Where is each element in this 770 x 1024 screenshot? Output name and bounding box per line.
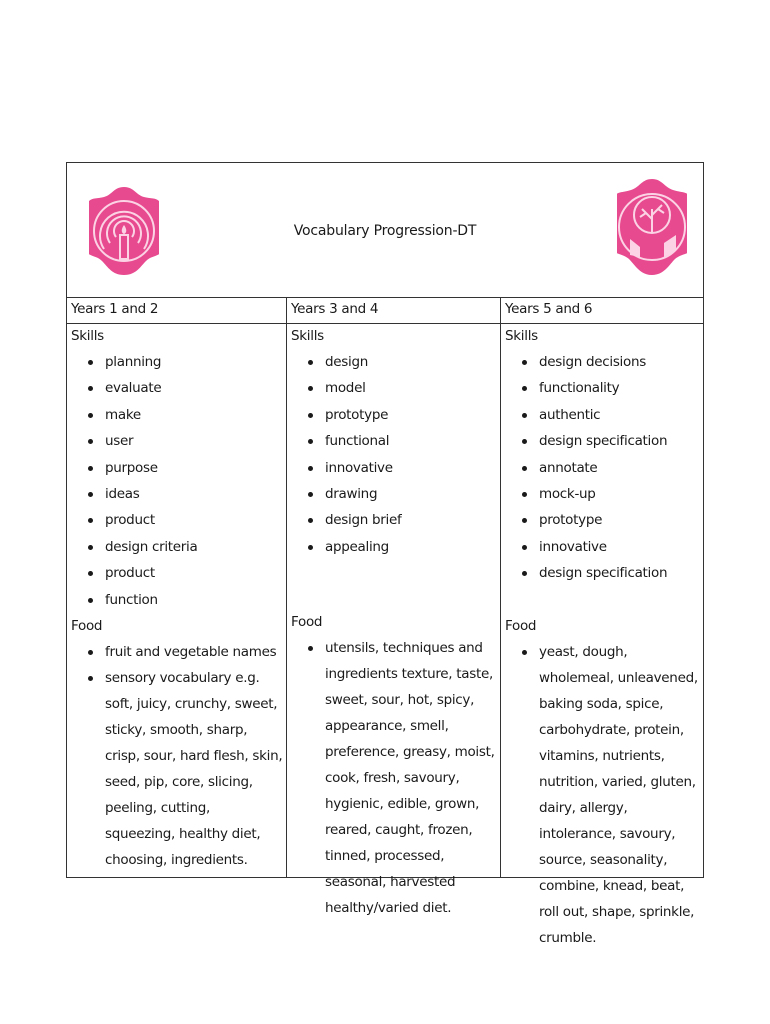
list-item: fruit and vegetable names <box>71 639 283 665</box>
food-label: Food <box>505 617 537 634</box>
list-item: product <box>71 507 283 533</box>
list-item: drawing <box>291 481 497 507</box>
food-label: Food <box>291 614 323 631</box>
list-item: innovative <box>505 534 701 560</box>
list-item: make <box>71 402 283 428</box>
list-item: yeast, dough, wholemeal, unleavened, baking soda, spice, carbohydrate, protein, vitamins, nutrients, nutrition, varied, gluten, dairy, allergy, intolerance, savoury, source, seasonality, combine, knead, beat, roll out, shape, sprinkle, crumble. <box>505 639 701 951</box>
list-item: design criteria <box>71 534 283 560</box>
document-title: Vocabulary Progression-DT <box>293 223 477 239</box>
list-item: purpose <box>71 455 283 481</box>
food-list <box>71 639 283 873</box>
list-item: innovative <box>291 455 497 481</box>
food-list <box>291 635 497 921</box>
column-header-row <box>67 297 703 324</box>
vocabulary-table <box>66 162 704 946</box>
list-item: authentic <box>505 402 701 428</box>
list-item: ideas <box>71 481 283 507</box>
list-item: prototype <box>505 507 701 533</box>
skills-list <box>291 349 497 560</box>
list-item: design specification <box>505 560 701 586</box>
skills-label: Skills <box>505 328 538 344</box>
title-row <box>67 163 703 298</box>
list-item: planning <box>71 349 283 375</box>
list-item: function <box>71 587 283 613</box>
list-item: functionality <box>505 375 701 401</box>
list-item: functional <box>291 428 497 454</box>
food-label: Food <box>71 618 103 635</box>
tree-badge-logo <box>617 165 687 285</box>
list-item: design decisions <box>505 349 701 375</box>
list-item: appealing <box>291 534 497 560</box>
list-item: annotate <box>505 455 701 481</box>
column-years-3-4 <box>291 323 497 921</box>
column-header-years-1-2: Years 1 and 2 <box>71 301 159 317</box>
list-item: design specification <box>505 428 701 454</box>
column-divider <box>500 297 501 877</box>
column-header-years-3-4: Years 3 and 4 <box>291 301 379 317</box>
skills-list <box>71 349 283 613</box>
list-item: user <box>71 428 283 454</box>
list-item: model <box>291 375 497 401</box>
skills-list <box>505 349 701 587</box>
skills-label: Skills <box>291 328 324 344</box>
column-divider <box>286 297 287 877</box>
list-item: utensils, techniques and ingredients texture, taste, sweet, sour, hot, spicy, appearance, smell, preference, greasy, moist, cook, fresh, savoury, hygienic, edible, grown, reared, caught, frozen, tinned, processed, seasonal, harvested healthy/varied diet. <box>291 635 497 921</box>
list-item: sensory vocabulary e.g. soft, juicy, crunchy, sweet, sticky, smooth, sharp, crisp, sour, hard flesh, skin, seed, pip, core, slicing, peeling, cutting, squeezing, healthy diet, choosing, ingredients. <box>71 665 283 873</box>
list-item: prototype <box>291 402 497 428</box>
list-item: design <box>291 349 497 375</box>
column-header-years-5-6: Years 5 and 6 <box>505 301 593 317</box>
list-item: design brief <box>291 507 497 533</box>
list-item: product <box>71 560 283 586</box>
column-years-1-2 <box>71 323 283 873</box>
list-item: mock-up <box>505 481 701 507</box>
list-item: evaluate <box>71 375 283 401</box>
column-years-5-6 <box>505 323 701 951</box>
skills-label: Skills <box>71 328 104 344</box>
food-list <box>505 639 701 951</box>
